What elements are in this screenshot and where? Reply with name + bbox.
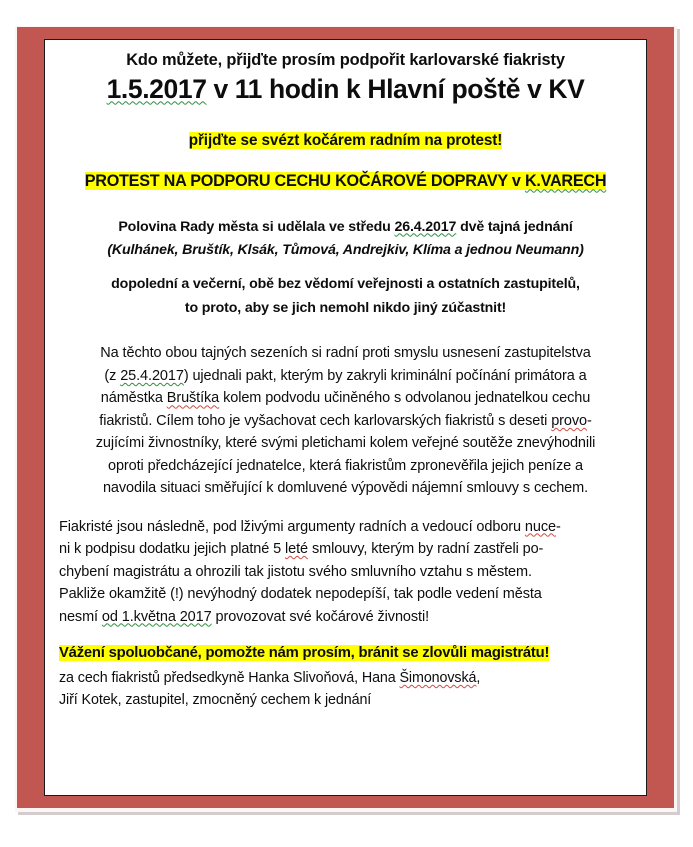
date-grammar-flag: 1.5.2017 [106, 74, 207, 105]
p1-line-4 [59, 410, 632, 432]
headline-date-line [59, 74, 632, 105]
p2-line-4: Pakliže okamžitě (!) nevýhodný dodatek nepodepíší, tak podle vedení města [59, 586, 542, 603]
p2-line-1-prefix: Fiakristé jsou následně, pod lživými argumenty radních a vedoucí odboru [59, 518, 525, 535]
p1-line-7: navodila situaci směřující k domluvené výpovědi nájemní smlouvy s cechem. [102, 480, 589, 497]
p1-line-6: oproti předcházející jednatelce, která fiakristům zpronevěřila jejich peníze a [108, 457, 583, 474]
summary-line-1-prefix: Polovina Rady města si udělala ve středu [118, 218, 395, 235]
p1-brustika-spell-flag: Bruštíka [166, 390, 220, 407]
headline-line-1: Kdo můžete, přijďte prosím podpořit karlovarské fiakristy [126, 51, 565, 69]
document-content-box [44, 39, 647, 796]
body-paragraph-1 [59, 342, 632, 499]
p1-line-3-prefix: náměstka [100, 390, 167, 407]
p1-line-3 [59, 387, 632, 409]
p1-line-3-suffix: kolem podvodu učiněného s odvolanou jednatelkou cechu [219, 390, 591, 407]
headline-date-rest: v 11 hodin k Hlavní poště v KV [206, 74, 585, 105]
p2-line-5-prefix: nesmí [59, 608, 102, 625]
signature-line-2: Jiří Kotek, zastupitel, zmocněný cechem k jednání [59, 692, 372, 709]
p2-line-1 [59, 516, 632, 538]
summary-line-4: to proto, aby se jich nemohl nikdo jiný zúčastnit! [184, 299, 507, 316]
p1-provo-spell-flag: provo [551, 412, 587, 429]
signature-line-1-suffix: , [476, 670, 481, 687]
p1-date-grammar-flag: 25.4.2017 [120, 367, 184, 384]
p2-date-grammar-flag: od 1.května 2017 [101, 608, 212, 625]
signature-simonovska-spell-flag: Šimonovská [399, 670, 477, 687]
banner-place-grammar-flag: K.VARECH [524, 172, 607, 191]
summary-councillor-names: (Kulhánek, Bruštík, Klsák, Tůmová, Andrejkiv, Klíma a jednou Neumann) [107, 241, 584, 258]
call-to-action-line [59, 131, 632, 151]
banner-prefix: PROTEST NA PODPORU CECHU KOČÁROVÉ DOPRAVY v [84, 172, 525, 191]
p2-line-5 [59, 606, 632, 628]
p1-line-1: Na těchto obou tajných sezeních si radní proti smyslu usnesení zastupitelstva [100, 345, 591, 362]
summary-date-grammar-flag: 26.4.2017 [394, 218, 457, 235]
signature-line-1 [59, 667, 632, 689]
protest-banner-highlight [85, 172, 607, 190]
p2-nuce-spell-flag: nuce [524, 518, 556, 535]
p2-line-2-prefix: ni k podpisu dodatku jejich platné 5 [59, 541, 286, 558]
p1-line-2-prefix: (z [104, 367, 121, 384]
p1-line-5: zujícími živnostníky, které svými pletichami kolem veřejné soutěže znevýhodnili [95, 435, 596, 452]
summary-line-1-suffix: dvě tajná jednání [456, 218, 573, 235]
call-to-action-highlight: přijďte se svézt kočárem radním na protest! [188, 131, 503, 149]
p1-line-4-prefix: fiakristů. Cílem toho je vyšachovat cech karlovarských fiakristů s deseti [99, 412, 552, 429]
p1-line-2 [59, 365, 632, 387]
p2-lete-spell-flag: leté [285, 541, 309, 558]
p2-line-2 [59, 538, 632, 560]
p2-line-1-hyphen: - [555, 518, 561, 535]
p2-line-2-suffix: smlouvy, kterým by radní zastřeli po- [308, 541, 544, 558]
signature-line-1-prefix: za cech fiakristů předsedkyně Hanka Slivoňová, Hana [59, 670, 400, 687]
protest-banner-line [59, 171, 632, 192]
p1-line-4-hyphen: - [587, 412, 592, 429]
p2-line-3: chybení magistrátu a ohrozili tak jistotu svého smluvního vztahu s městem. [59, 563, 532, 580]
p1-line-2-suffix: ) ujednali pakt, kterým by zakryli kriminální počínání primátora a [183, 367, 587, 384]
plea-highlight: Vážení spoluobčané, pomožte nám prosím, bránit se zlovůli magistrátu! [59, 644, 550, 661]
summary-line-3: dopolední a večerní, obě bez vědomí veřejnosti a ostatních zastupitelů, [111, 276, 580, 293]
summary-line-1 [59, 218, 632, 236]
body-paragraph-2 [59, 516, 632, 628]
plea-line [59, 644, 632, 663]
p2-line-5-suffix: provozovat své kočárové živnosti! [211, 608, 430, 625]
